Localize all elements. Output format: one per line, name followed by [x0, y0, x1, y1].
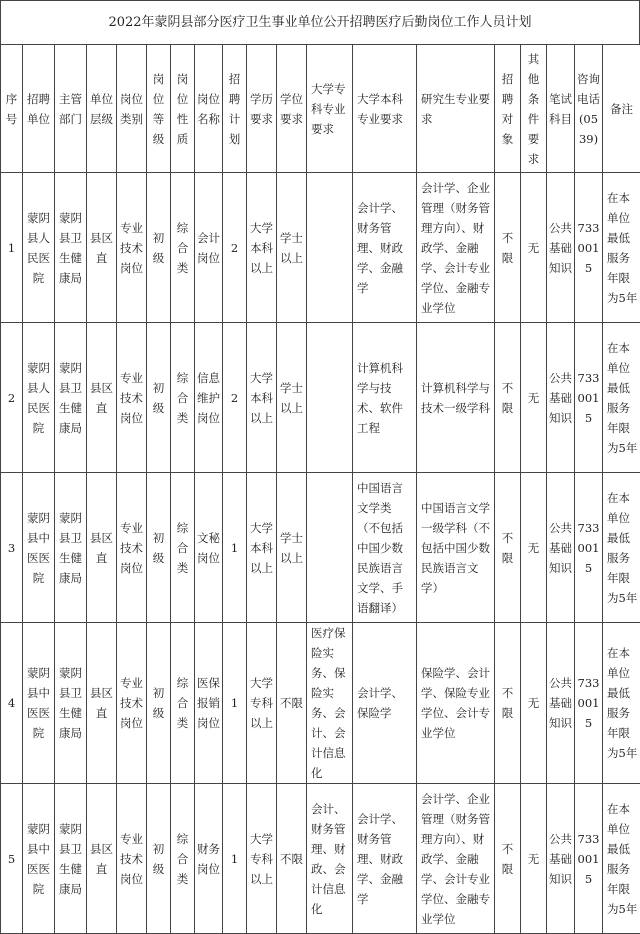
cell-other: 无	[521, 473, 547, 623]
cell-exam: 公共基础知识	[547, 323, 575, 473]
cell-dept: 蒙阴县卫生健康局	[55, 323, 87, 473]
cell-category: 专业技术岗位	[117, 473, 147, 623]
cell-seq: 1	[1, 173, 23, 323]
cell-degree: 学士以上	[277, 323, 307, 473]
cell-name: 文秘岗位	[195, 473, 223, 623]
cell-plan: 1	[223, 784, 247, 934]
cell-grade: 初级	[147, 623, 171, 784]
cell-edu: 大学本科以上	[247, 323, 277, 473]
cell-unit: 蒙阴县中医医院	[23, 623, 55, 784]
cell-other: 无	[521, 784, 547, 934]
header-plan: 招聘计划	[223, 45, 247, 173]
cell-graduate: 会计学、企业管理（财务管理方向）、财政学、金融学、会计专业学位、金融专业学位	[417, 784, 495, 934]
cell-unit: 蒙阴县人民医院	[23, 173, 55, 323]
table-row	[1, 173, 640, 323]
cell-other: 无	[521, 623, 547, 784]
table-row	[1, 323, 640, 473]
cell-remark: 在本单位最低服务年限为5年	[603, 173, 640, 323]
cell-remark: 在本单位最低服务年限为5年	[603, 323, 640, 473]
header-grade: 岗位等级	[147, 45, 171, 173]
cell-edu: 大学本科以上	[247, 473, 277, 623]
header-junior: 大学专科专业要求	[307, 45, 353, 173]
cell-exam: 公共基础知识	[547, 784, 575, 934]
header-level: 单位层级	[87, 45, 117, 173]
cell-seq: 4	[1, 623, 23, 784]
table-row	[1, 784, 640, 934]
cell-name: 财务岗位	[195, 784, 223, 934]
cell-phone: 7330015	[575, 323, 603, 473]
cell-seq: 3	[1, 473, 23, 623]
cell-level: 县区直	[87, 323, 117, 473]
cell-graduate: 计算机科学与技术一级学科	[417, 323, 495, 473]
cell-exam: 公共基础知识	[547, 473, 575, 623]
cell-junior	[307, 473, 353, 623]
header-row	[1, 45, 640, 173]
header-unit: 招聘单位	[23, 45, 55, 173]
cell-dept: 蒙阴县卫生健康局	[55, 173, 87, 323]
recruitment-plan-table	[0, 44, 640, 934]
header-edu: 学历要求	[247, 45, 277, 173]
cell-nature: 综合类	[171, 173, 195, 323]
cell-junior	[307, 173, 353, 323]
cell-level: 县区直	[87, 173, 117, 323]
cell-bachelor: 中国语言文学类（不包括中国少数民族语言文学、手语翻译）	[353, 473, 417, 623]
cell-nature: 综合类	[171, 473, 195, 623]
cell-dept: 蒙阴县卫生健康局	[55, 473, 87, 623]
cell-category: 专业技术岗位	[117, 623, 147, 784]
cell-junior	[307, 323, 353, 473]
cell-phone: 7330015	[575, 473, 603, 623]
cell-seq: 2	[1, 323, 23, 473]
cell-category: 专业技术岗位	[117, 173, 147, 323]
header-phone: 咨询电话(0539)	[575, 45, 603, 173]
cell-nature: 综合类	[171, 323, 195, 473]
cell-junior: 医疗保险实务、保险实务、会计、会计信息化	[307, 623, 353, 784]
cell-plan: 2	[223, 173, 247, 323]
cell-plan: 2	[223, 323, 247, 473]
cell-exam: 公共基础知识	[547, 623, 575, 784]
cell-graduate: 中国语言文学一级学科（不包括中国少数民族语言文学）	[417, 473, 495, 623]
cell-name: 信息维护岗位	[195, 323, 223, 473]
cell-target: 不限	[495, 784, 521, 934]
cell-exam: 公共基础知识	[547, 173, 575, 323]
cell-remark: 在本单位最低服务年限为5年	[603, 623, 640, 784]
cell-target: 不限	[495, 323, 521, 473]
header-nature: 岗位性质	[171, 45, 195, 173]
header-other: 其他条件要求	[521, 45, 547, 173]
cell-dept: 蒙阴县卫生健康局	[55, 784, 87, 934]
header-target: 招聘对象	[495, 45, 521, 173]
cell-target: 不限	[495, 173, 521, 323]
cell-unit: 蒙阴县中医医院	[23, 784, 55, 934]
cell-unit: 蒙阴县人民医院	[23, 323, 55, 473]
header-exam: 笔试科目	[547, 45, 575, 173]
header-bachelor: 大学本科专业要求	[353, 45, 417, 173]
cell-bachelor: 会计学、财务管理、财政学、金融学	[353, 784, 417, 934]
header-degree: 学位要求	[277, 45, 307, 173]
cell-bachelor: 会计学、财务管理、财政学、金融学	[353, 173, 417, 323]
cell-phone: 7330015	[575, 623, 603, 784]
cell-graduate: 会计学、企业管理（财务管理方向）、财政学、金融学、会计专业学位、金融专业学位	[417, 173, 495, 323]
cell-other: 无	[521, 173, 547, 323]
cell-grade: 初级	[147, 473, 171, 623]
cell-bachelor: 计算机科学与技术、软件工程	[353, 323, 417, 473]
cell-grade: 初级	[147, 784, 171, 934]
cell-name: 医保报销岗位	[195, 623, 223, 784]
cell-degree: 不限	[277, 784, 307, 934]
header-dept: 主管部门	[55, 45, 87, 173]
cell-plan: 1	[223, 473, 247, 623]
header-name: 岗位名称	[195, 45, 223, 173]
cell-dept: 蒙阴县卫生健康局	[55, 623, 87, 784]
cell-degree: 学士以上	[277, 173, 307, 323]
header-graduate: 研究生专业要求	[417, 45, 495, 173]
cell-degree: 学士以上	[277, 473, 307, 623]
cell-unit: 蒙阴县中医医院	[23, 473, 55, 623]
cell-level: 县区直	[87, 623, 117, 784]
header-remark: 备注	[603, 45, 640, 173]
table-row	[1, 473, 640, 623]
header-seq: 序号	[1, 45, 23, 173]
cell-graduate: 保险学、会计学、保险专业学位、会计专业学位	[417, 623, 495, 784]
cell-bachelor: 会计学、保险学	[353, 623, 417, 784]
cell-category: 专业技术岗位	[117, 784, 147, 934]
cell-other: 无	[521, 323, 547, 473]
cell-seq: 5	[1, 784, 23, 934]
cell-edu: 大学专科以上	[247, 623, 277, 784]
cell-edu: 大学专科以上	[247, 784, 277, 934]
cell-level: 县区直	[87, 784, 117, 934]
header-category: 岗位类别	[117, 45, 147, 173]
cell-junior: 会计、财务管理、财政、会计信息化	[307, 784, 353, 934]
cell-remark: 在本单位最低服务年限为5年	[603, 784, 640, 934]
cell-nature: 综合类	[171, 784, 195, 934]
cell-category: 专业技术岗位	[117, 323, 147, 473]
cell-level: 县区直	[87, 473, 117, 623]
cell-degree: 不限	[277, 623, 307, 784]
cell-remark: 在本单位最低服务年限为5年	[603, 473, 640, 623]
cell-grade: 初级	[147, 173, 171, 323]
cell-target: 不限	[495, 473, 521, 623]
cell-phone: 7330015	[575, 173, 603, 323]
table-row	[1, 623, 640, 784]
cell-grade: 初级	[147, 323, 171, 473]
cell-nature: 综合类	[171, 623, 195, 784]
cell-edu: 大学本科以上	[247, 173, 277, 323]
cell-phone: 7330015	[575, 784, 603, 934]
cell-plan: 1	[223, 623, 247, 784]
cell-target: 不限	[495, 623, 521, 784]
document-title: 2022年蒙阴县部分医疗卫生事业单位公开招聘医疗后勤岗位工作人员计划	[0, 0, 640, 44]
cell-name: 会计岗位	[195, 173, 223, 323]
